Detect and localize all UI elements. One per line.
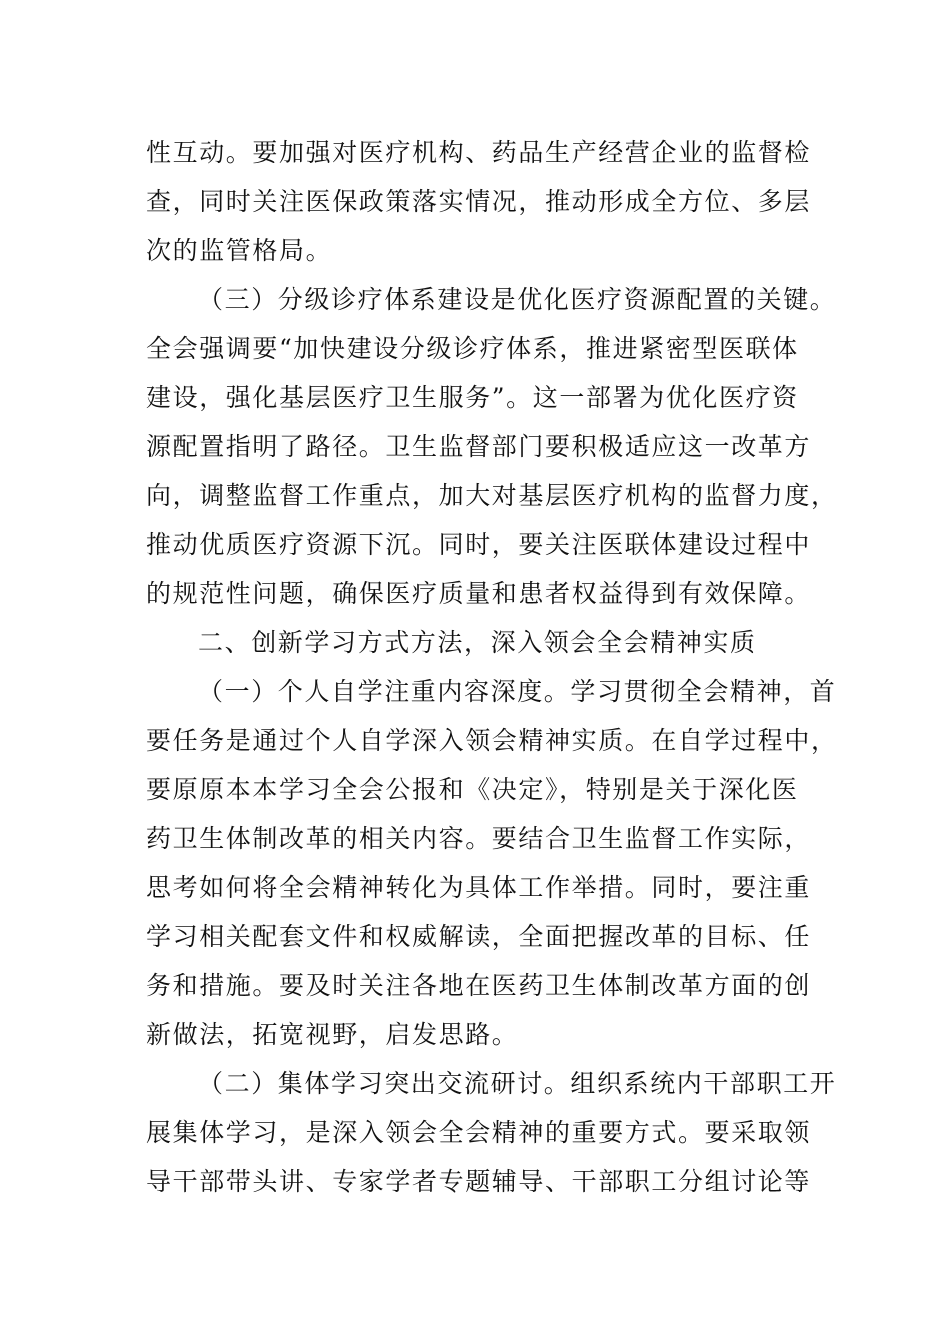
paragraph-line: 要任务是通过个人自学深入领会精神实质。在自学过程中， [146,726,838,755]
section-heading: 二、创新学习方式方法，深入领会全会精神实质 [198,628,757,657]
paragraph-line: （二）集体学习突出交流研讨。组织系统内干部职工开 [198,1069,837,1098]
paragraph-line: 源配置指明了路径。卫生监督部门要积极适应这一改革方 [146,432,812,461]
paragraph-line: 学习相关配套文件和权威解读，全面把握改革的目标、任 [146,922,812,951]
paragraph-line: 务和措施。要及时关注各地在医药卫生体制改革方面的创 [146,971,812,1000]
paragraph-line: 导干部带头讲、专家学者专题辅导、干部职工分组讨论等 [146,1167,812,1196]
paragraph-line: 思考如何将全会精神转化为具体工作举措。同时，要注重 [146,873,812,902]
paragraph-line: 建设，强化基层医疗卫生服务”。这一部署为优化医疗资 [146,383,799,412]
paragraph-line: 的规范性问题，确保医疗质量和患者权益得到有效保障。 [146,579,812,608]
paragraph-line: 性互动。要加强对医疗机构、药品生产经营企业的监督检 [146,138,812,167]
paragraph-line: 药卫生体制改革的相关内容。要结合卫生监督工作实际， [146,824,812,853]
paragraph-line: 展集体学习，是深入领会全会精神的重要方式。要采取领 [146,1118,812,1147]
document-body [146,128,838,1206]
paragraph-line: 查，同时关注医保政策落实情况，推动形成全方位、多层 [146,187,812,216]
paragraph-line: 向，调整监督工作重点，加大对基层医疗机构的监督力度， [146,481,838,510]
paragraph-line: 全会强调要“加快建设分级诊疗体系，推进紧密型医联体 [146,334,799,363]
paragraph-line: 推动优质医疗资源下沉。同时，要关注医联体建设过程中 [146,530,812,559]
paragraph-line: 要原原本本学习全会公报和《决定》，特别是关于深化医 [146,775,799,804]
paragraph-line: （三）分级诊疗体系建设是优化医疗资源配置的关键。 [198,285,837,314]
paragraph-line: 新做法，拓宽视野，启发思路。 [146,1020,519,1049]
paragraph-line: （一）个人自学注重内容深度。学习贯彻全会精神，首 [198,677,837,706]
paragraph-line: 次的监管格局。 [146,236,333,265]
